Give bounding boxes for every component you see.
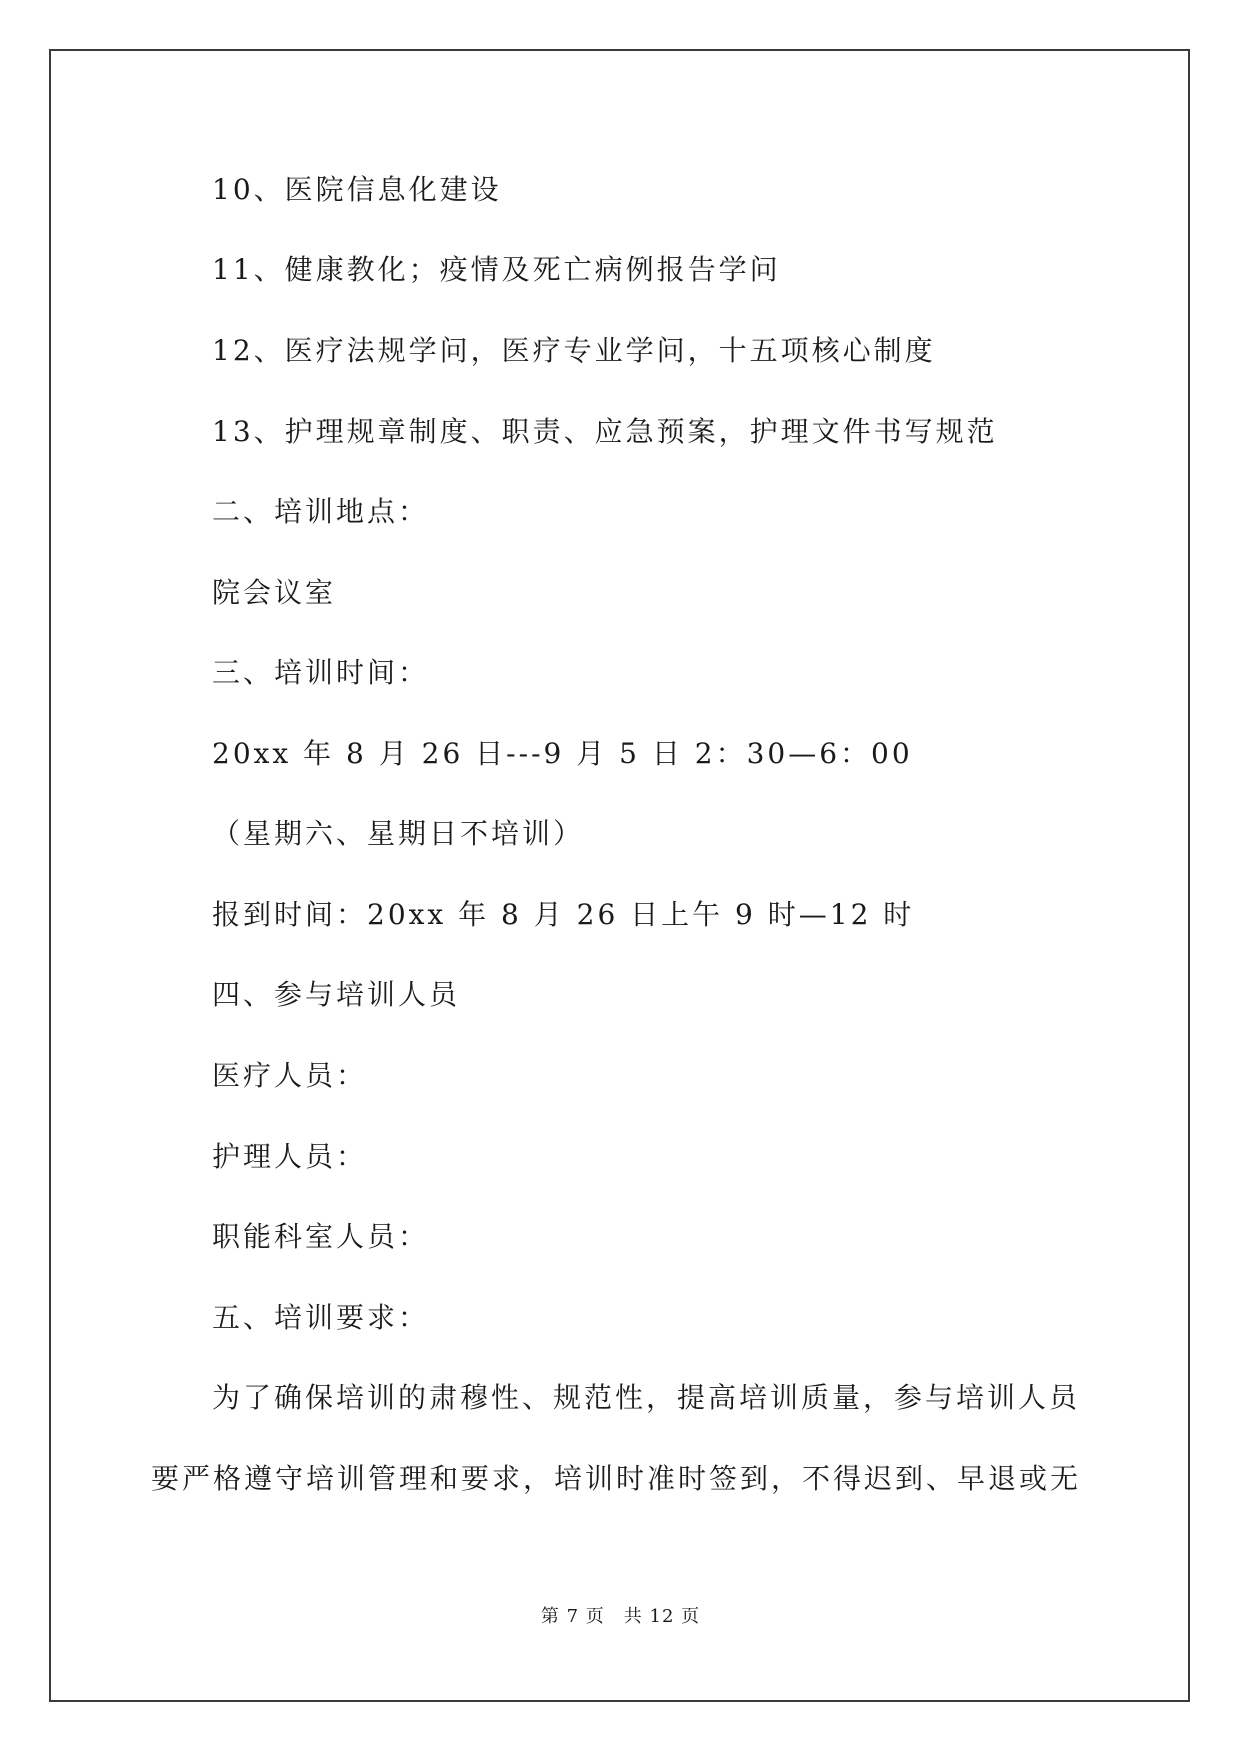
training-time-note: （星期六、星期日不培训） [212,817,585,850]
list-item-10: 10、医院信息化建设 [212,173,502,206]
training-time-text: 20xx 年 8 月 26 日---9 月 5 日 2：30—6：00 [212,737,913,770]
section-heading-requirements: 五、培训要求： [212,1301,430,1334]
section-heading-participants: 四、参与培训人员 [212,978,461,1011]
list-item-13: 13、护理规章制度、职责、应急预案，护理文件书写规范 [212,415,998,448]
registration-time-text: 报到时间：20xx 年 8 月 26 日上午 9 时—12 时 [212,898,915,931]
list-item-11: 11、健康教化；疫情及死亡病例报告学问 [212,253,781,286]
location-text: 院会议室 [212,576,337,609]
section-heading-time: 三、培训时间： [212,656,430,689]
requirements-paragraph-line-2: 要严格遵守培训管理和要求，培训时准时签到，不得迟到、早退或无 [151,1462,1082,1495]
participants-medical: 医疗人员： [212,1059,368,1092]
page-number: 第 7 页 共 12 页 [540,1606,701,1627]
participants-functional: 职能科室人员： [212,1220,430,1253]
page-border [49,49,1190,1702]
section-heading-location: 二、培训地点： [212,495,430,528]
list-item-12: 12、医疗法规学问，医疗专业学问，十五项核心制度 [212,334,936,367]
requirements-paragraph-line-1: 为了确保培训的肃穆性、规范性，提高培训质量，参与培训人员 [212,1381,1081,1414]
participants-nursing: 护理人员： [212,1140,368,1173]
